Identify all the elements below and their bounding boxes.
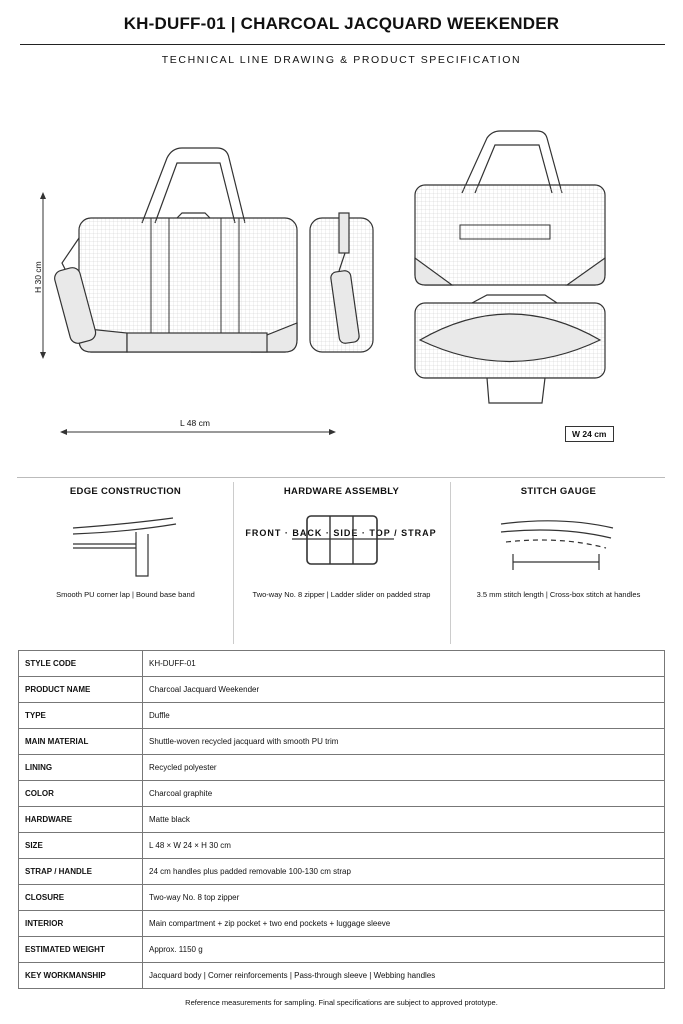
spec-row	[19, 859, 665, 885]
page-title: KH-DUFF-01 | CHARCOAL JACQUARD WEEKENDER	[123, 14, 560, 33]
hardware-assembly-diagram	[234, 506, 449, 586]
spec-row	[19, 703, 665, 729]
spec-label: COLOR	[19, 781, 143, 807]
spec-label: CLOSURE	[19, 885, 143, 911]
detail-hardware-assembly	[234, 482, 449, 644]
detail-caption: Smooth PU corner lap | Bound base band	[56, 590, 195, 599]
spec-row	[19, 729, 665, 755]
top-view	[415, 295, 605, 403]
bag-line-drawing	[17, 73, 665, 477]
detail-title: EDGE CONSTRUCTION	[69, 486, 182, 497]
spec-row	[19, 677, 665, 703]
spec-label: ESTIMATED WEIGHT	[19, 937, 143, 963]
specification-table	[18, 650, 665, 989]
height-dimension-label: H 30 cm	[33, 261, 43, 293]
spec-value: L 48 × W 24 × H 30 cm	[143, 833, 665, 859]
spec-label: KEY WORKMANSHIP	[19, 963, 143, 989]
spec-value: Shuttle-woven recycled jacquard with smooth PU trim	[143, 729, 665, 755]
spec-row	[19, 755, 665, 781]
detail-caption: 3.5 mm stitch length | Cross-box stitch at handles	[476, 590, 641, 599]
stitch-gauge-diagram	[451, 506, 666, 586]
spec-value: 24 cm handles plus padded removable 100-130 cm strap	[143, 859, 665, 885]
title-divider	[20, 44, 665, 45]
spec-value: Two-way No. 8 top zipper	[143, 885, 665, 911]
detail-edge-construction	[18, 482, 233, 644]
spec-value: Duffle	[143, 703, 665, 729]
spec-row	[19, 807, 665, 833]
spec-label: HARDWARE	[19, 807, 143, 833]
spec-row	[19, 781, 665, 807]
footer-note: Reference measurements for sampling. Final specifications are subject to approved prototype.	[185, 998, 498, 1007]
page-subtitle: TECHNICAL LINE DRAWING & PRODUCT SPECIFICATION	[161, 54, 522, 66]
spec-value: Charcoal graphite	[143, 781, 665, 807]
spec-row	[19, 937, 665, 963]
width-dimension-label: W 24 cm	[565, 426, 614, 442]
spec-label: STYLE CODE	[19, 651, 143, 677]
spec-value: Charcoal Jacquard Weekender	[143, 677, 665, 703]
spec-label: SIZE	[19, 833, 143, 859]
detail-caption: Two-way No. 8 zipper | Ladder slider on padded strap	[252, 590, 431, 599]
spec-value: KH-DUFF-01	[143, 651, 665, 677]
spec-value: Jacquard body | Corner reinforcements | Pass-through sleeve | Webbing handles	[143, 963, 665, 989]
spec-label: LINING	[19, 755, 143, 781]
back-view	[415, 131, 605, 285]
spec-value: Main compartment + zip pocket + two end pockets + luggage sleeve	[143, 911, 665, 937]
spec-value: Matte black	[143, 807, 665, 833]
spec-label: MAIN MATERIAL	[19, 729, 143, 755]
spec-row	[19, 651, 665, 677]
spec-row	[19, 911, 665, 937]
spec-label: STRAP / HANDLE	[19, 859, 143, 885]
spec-label: TYPE	[19, 703, 143, 729]
detail-title: HARDWARE ASSEMBLY	[283, 486, 400, 497]
spec-label: INTERIOR	[19, 911, 143, 937]
spec-row	[19, 885, 665, 911]
spec-row	[19, 833, 665, 859]
side-view	[310, 213, 373, 352]
edge-construction-diagram	[18, 506, 233, 586]
views-caption: FRONT · BACK · SIDE · TOP / STRAP	[245, 528, 437, 538]
spec-value: Recycled polyester	[143, 755, 665, 781]
front-view	[53, 148, 297, 352]
spec-row	[19, 963, 665, 989]
spec-label: PRODUCT NAME	[19, 677, 143, 703]
length-dimension-label: L 48 cm	[180, 418, 210, 428]
spec-value: Approx. 1150 g	[143, 937, 665, 963]
detail-title: STITCH GAUGE	[520, 486, 597, 497]
detail-stitch-gauge	[451, 482, 666, 644]
